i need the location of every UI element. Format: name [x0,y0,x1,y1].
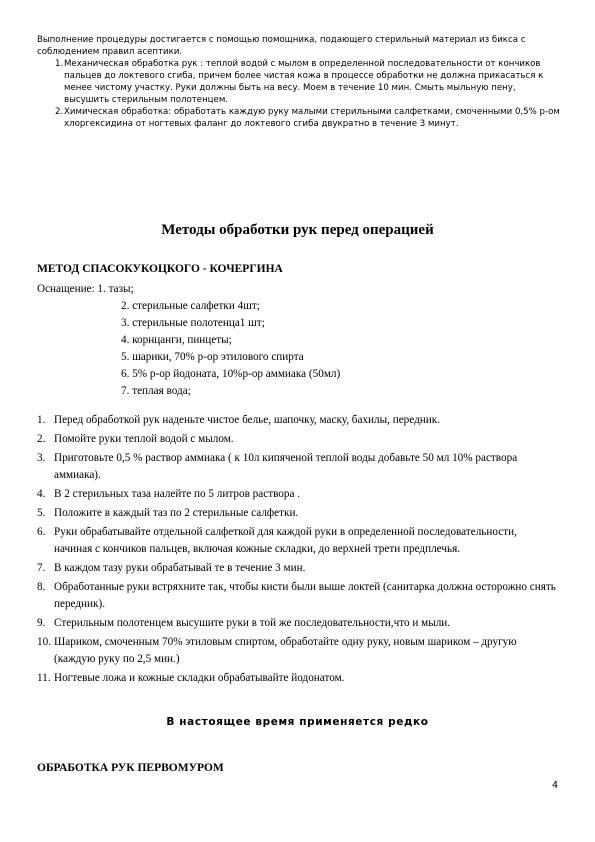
step-number: 8. [37,581,46,593]
intro-list [37,58,562,130]
usage-note: В настоящее время применяется редко [166,716,429,728]
step-text: Шариком, смоченным 70% этиловым спиртом, обработайте одну руку, новым шариком – другую (каждую руку по 2,5 мин.) [54,636,517,665]
step-text: Стерильным полотенцем высушите руки в той же последовательности,что и мыли. [54,617,451,629]
procedure-step [37,579,557,613]
procedure-step [37,431,557,448]
procedure-step [37,670,557,687]
equipment-line: 2. стерильные салфетки 4шт; [121,300,260,312]
step-text: Руки обрабатывайте отдельной салфеткой для каждой руки в определенной последовательности, начиная с кончиков пальцев, включая кожные складки, до верхней трети предплечья. [54,526,517,555]
method-title: МЕТОД СПАСОКУКОЦКОГО - КОЧЕРГИНА [37,263,283,275]
procedure-step [37,412,557,429]
step-number: 2. [37,433,46,445]
procedure-step [37,486,557,503]
step-number: 7. [37,562,46,574]
procedure-step [37,524,557,558]
equipment-line: 4. корнцанги, пинцеты; [121,334,232,346]
procedure-step [37,560,557,577]
procedure-step [37,615,557,632]
page-number: 4 [552,780,559,791]
equipment-line: 3. стерильные полотенца1 шт; [121,317,265,329]
step-number: 11. [37,672,51,684]
intro-block [37,34,562,130]
intro-item-number: 2. [55,107,64,117]
intro-item [37,58,562,106]
step-text: Обработанные руки встряхните так, чтобы кисти были выше локтей (санитарка должна осторожно снять передник). [54,581,556,610]
procedure-steps [37,412,557,689]
procedure-step [37,634,557,668]
equipment-line: 6. 5% р-ор йодоната, 10%р-ор аммиака (50мл) [121,368,341,380]
equipment-line: Оснащение: 1. тазы; [37,283,134,295]
intro-item-number: 1. [55,59,64,69]
intro-item-text: Химическая обработка: обработать каждую руку малыми стерильными салфетками, смоченными 0,5% р-ом хлоргексидина от ногтевых фаланг до локтевого сгиба двукратно в течение 3 минут. [64,107,560,129]
intro-paragraph: Выполнение процедуры достигается с помощью помощника, подающего стерильный материал из бикса с соблюдением правил асептики. [37,35,526,57]
intro-item-text: Механическая обработка рук : теплой водой с мылом в определенной последовательности от кончиков пальцев до локтевого сгиба, причем более чистая кожа в процессе обработки не должна прикасаться к менее чистому участку. Руки должны быть на весу. Моем в течение 10 мин. Смыть мыльную пену, высушить стерильным полотенцем. [64,59,544,105]
step-text: Ногтевые ложа и кожные складки обрабатывайте йодонатом. [54,672,345,684]
step-number: 6. [37,526,46,538]
step-number: 1. [37,414,46,426]
equipment-line: 7. теплая вода; [121,385,191,397]
main-title: Методы обработки рук перед операцией [161,222,434,238]
step-number: 5. [37,507,46,519]
procedure-step [37,450,557,484]
equipment-line: 5. шарики, 70% р-ор этилового спирта [121,351,304,363]
step-number: 4. [37,488,46,500]
step-number: 10. [37,636,51,648]
step-text: В каждом тазу руки обрабатывай те в течение 3 мин. [54,562,306,574]
step-text: Перед обработкой рук наденьте чистое белье, шапочку, маску, бахилы, передник. [54,414,440,426]
step-text: Положите в каждый таз по 2 стерильные салфетки. [54,507,299,519]
step-number: 3. [37,452,46,464]
step-text: Приготовьте 0,5 % раствор аммиака ( к 10л кипяченой теплой воды добавьте 50 мл 10% раствора аммиака). [54,452,518,481]
procedure-step [37,505,557,522]
intro-item [37,106,562,130]
step-number: 9. [37,617,46,629]
step-text: Помойте руки теплой водой с мылом. [54,433,234,445]
section-title: ОБРАБОТКА РУК ПЕРВОМУРОМ [37,762,224,774]
step-text: В 2 стерильных таза налейте по 5 литров раствора . [54,488,301,500]
equipment-list [37,281,557,400]
